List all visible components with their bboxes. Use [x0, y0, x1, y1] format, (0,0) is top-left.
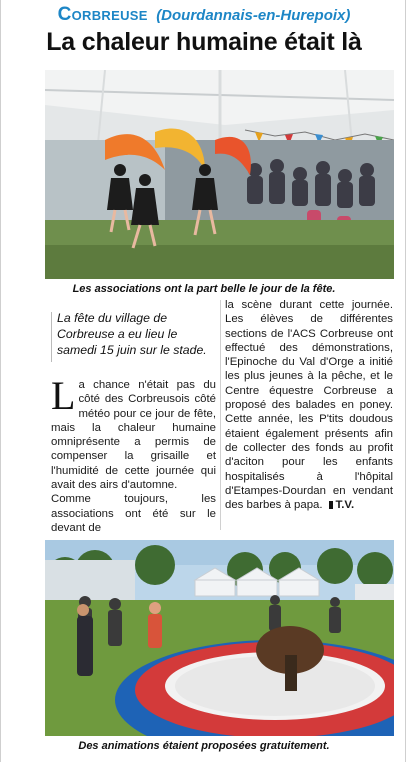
headline: La chaleur humaine était là — [46, 28, 362, 56]
paragraph-2-end: la scène durant cette journée. Les élèves de différentes sections de l'ACS Corbreuse ont effectué des démonstrations, l'Epinoche du Val d'Orge a initié les plus jeunes à la pêche, et le Centre équestre Corbreuse a proposé des balades en poney. Cette année, les P'tits doudous étaient également présents afin de collecter des fonds au profit d'aciton pour les enfants hospitalisés à l'hôpital d'Etampes-Dourdan en vendant des barbes à papa. — [225, 299, 393, 512]
signature-mark — [329, 501, 333, 509]
chapeau-rule — [51, 312, 52, 362]
region-name: (Dourdannais-en-Hurepoix) — [156, 7, 351, 24]
town-name: Corbreuse — [57, 4, 148, 25]
paragraph-2-start: Comme toujours, les associations ont été sur le devant de — [51, 493, 216, 534]
kicker — [1, 4, 406, 26]
column-divider — [220, 300, 221, 530]
paragraph-1: a chance n'était pas du côté des Corbreusois côté météo pour ce jour de fête, mais la chaleur humaine omniprésente a permis de compenser la grisaille et l'humidité de cette journée qui avait des airs d'automne. — [51, 379, 216, 492]
photo-caption-top: Les associations ont la part belle le jour de la fête. — [72, 283, 336, 295]
article-column-left — [51, 373, 216, 535]
article-column-right — [225, 298, 393, 512]
signature: T.V. — [335, 499, 355, 512]
photo-dancers — [45, 70, 394, 279]
chapeau: La fête du village de Corbreuse a eu lieu le samedi 15 juin sur le stade. — [57, 311, 207, 357]
photo-caption-bottom: Des animations étaient proposées gratuitement. — [78, 740, 330, 752]
dropcap: L — [51, 373, 76, 418]
photo-inflatable — [45, 540, 394, 736]
